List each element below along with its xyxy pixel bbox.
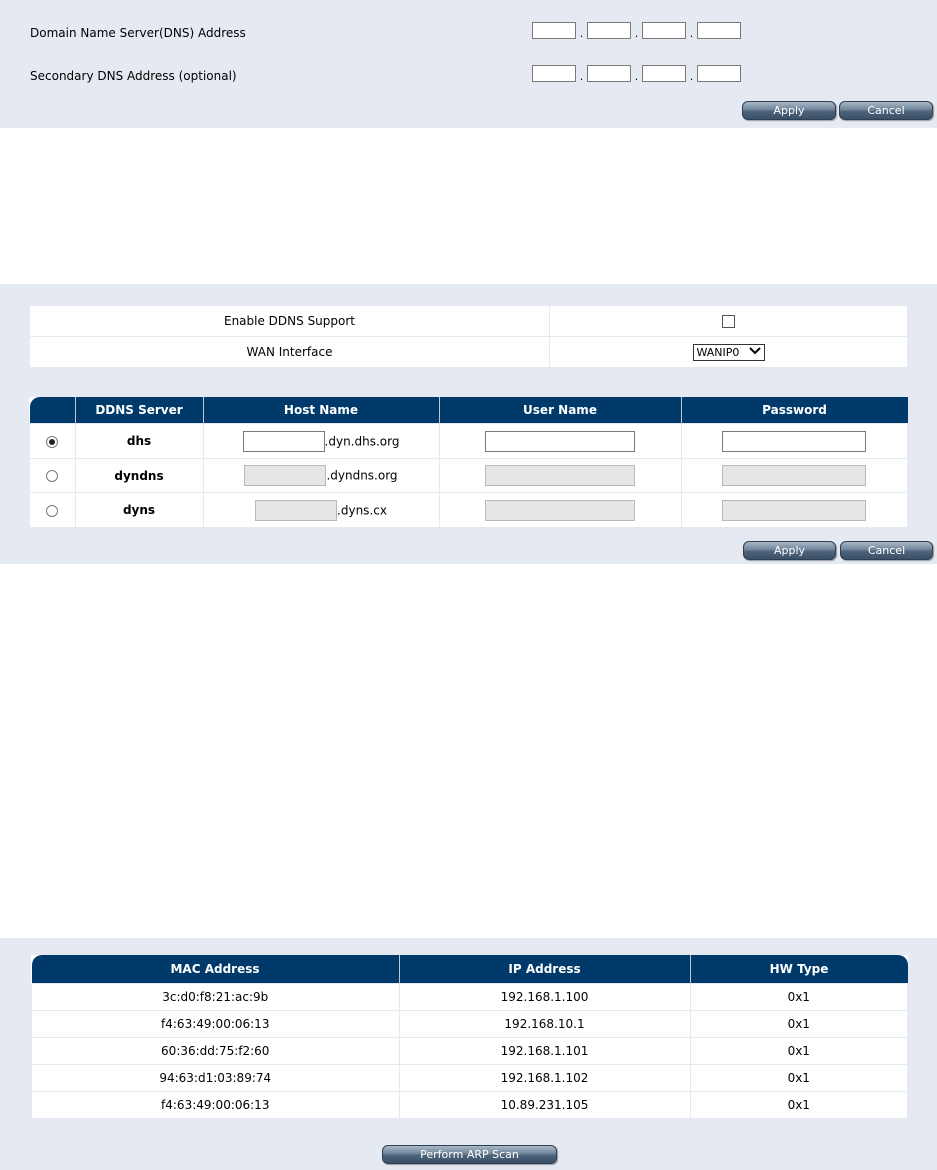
ddns-server-name: dhs	[75, 424, 203, 459]
dns-apply-button[interactable]: Apply	[742, 101, 836, 120]
arp-table-panel	[0, 938, 937, 1170]
select-cell	[30, 493, 76, 528]
ddns-table-header	[30, 397, 908, 424]
enable-ddns-checkbox[interactable]	[722, 315, 735, 328]
host-name-input[interactable]	[244, 465, 326, 486]
select-cell	[30, 424, 76, 459]
host-name-cell	[203, 424, 439, 459]
password-input[interactable]	[722, 465, 866, 486]
ip-separator: .	[689, 70, 694, 83]
hw-type-cell: 0x1	[690, 1065, 908, 1092]
mac-address-cell: 3c:d0:f8:21:ac:9b	[32, 984, 400, 1011]
hw-type-cell: 0x1	[690, 1011, 908, 1038]
enable-ddns-label: Enable DDNS Support	[30, 306, 550, 337]
ip-separator: .	[579, 27, 584, 40]
primary-dns-octet-1[interactable]	[532, 22, 576, 39]
arp-table-header	[32, 955, 908, 984]
ip-address-cell: 10.89.231.105	[399, 1092, 690, 1119]
ddns-row-dyns	[30, 493, 908, 528]
user-name-input[interactable]	[485, 500, 635, 521]
user-name-input[interactable]	[485, 431, 635, 452]
primary-dns-octet-3[interactable]	[642, 22, 686, 39]
select-column-header	[30, 397, 76, 424]
primary-dns-octet-2[interactable]	[587, 22, 631, 39]
ddns-server-radio-dyns[interactable]	[46, 505, 58, 517]
ddns-server-radio-dyndns[interactable]	[46, 470, 58, 482]
hw-type-cell: 0x1	[690, 1092, 908, 1119]
user-name-cell	[439, 493, 681, 528]
ddns-server-name: dyndns	[75, 459, 203, 493]
secondary-dns-octet-2[interactable]	[587, 65, 631, 82]
ddns-settings-panel	[0, 284, 937, 564]
ip-address-cell: 192.168.1.101	[399, 1038, 690, 1065]
ip-separator: .	[689, 27, 694, 40]
mac-address-cell: 60:36:dd:75:f2:60	[32, 1038, 400, 1065]
ddns-server-radio-dhs[interactable]	[46, 436, 58, 448]
column-header-user-name: User Name	[439, 397, 681, 424]
ip-address-cell: 192.168.10.1	[399, 1011, 690, 1038]
host-name-input[interactable]	[255, 500, 337, 521]
table-row	[32, 1065, 908, 1092]
password-cell	[681, 493, 908, 528]
ddns-server-table	[29, 397, 908, 528]
secondary-dns-octet-1[interactable]	[532, 65, 576, 82]
column-header-ddns-server: DDNS Server	[75, 397, 203, 424]
primary-dns-ip	[532, 22, 741, 39]
wan-interface-value: WANIP0	[696, 345, 740, 359]
table-row	[32, 1011, 908, 1038]
mac-address-cell: f4:63:49:00:06:13	[32, 1011, 400, 1038]
wan-interface-cell	[550, 337, 908, 368]
wan-interface-select[interactable]	[693, 344, 765, 361]
ddns-config-table	[29, 305, 908, 368]
user-name-cell	[439, 424, 681, 459]
user-name-cell	[439, 459, 681, 493]
host-name-input[interactable]	[243, 431, 325, 452]
primary-dns-row	[0, 22, 937, 46]
ip-separator: .	[579, 70, 584, 83]
ip-address-cell: 192.168.1.100	[399, 984, 690, 1011]
column-header-host-name: Host Name	[203, 397, 439, 424]
dns-cancel-button[interactable]: Cancel	[839, 101, 933, 120]
host-suffix: .dyn.dhs.org	[324, 434, 400, 448]
table-row	[32, 1038, 908, 1065]
column-header-mac-address: MAC Address	[32, 955, 400, 984]
secondary-dns-ip	[532, 65, 741, 82]
host-name-cell	[203, 459, 439, 493]
password-input[interactable]	[722, 431, 866, 452]
column-header-ip-address: IP Address	[399, 955, 690, 984]
ip-separator: .	[634, 70, 639, 83]
column-header-password: Password	[681, 397, 908, 424]
password-input[interactable]	[722, 500, 866, 521]
password-cell	[681, 424, 908, 459]
user-name-input[interactable]	[485, 465, 635, 486]
arp-table	[31, 955, 908, 1119]
secondary-dns-row	[0, 65, 937, 89]
column-header-hw-type: HW Type	[690, 955, 908, 984]
secondary-dns-octet-3[interactable]	[642, 65, 686, 82]
ddns-server-name: dyns	[75, 493, 203, 528]
password-cell	[681, 459, 908, 493]
mac-address-cell: f4:63:49:00:06:13	[32, 1092, 400, 1119]
secondary-dns-label: Secondary DNS Address (optional)	[30, 69, 237, 83]
ip-separator: .	[634, 27, 639, 40]
host-suffix: .dyns.cx	[337, 503, 387, 517]
table-row	[32, 1092, 908, 1119]
select-cell	[30, 459, 76, 493]
primary-dns-label: Domain Name Server(DNS) Address	[30, 26, 246, 40]
secondary-dns-octet-4[interactable]	[697, 65, 741, 82]
ddns-cancel-button[interactable]: Cancel	[840, 541, 933, 560]
ddns-row-dyndns	[30, 459, 908, 493]
wan-interface-row	[30, 337, 908, 368]
host-name-cell	[203, 493, 439, 528]
table-row	[32, 984, 908, 1011]
host-suffix: .dyndns.org	[326, 468, 398, 483]
primary-dns-octet-4[interactable]	[697, 22, 741, 39]
ip-address-cell: 192.168.1.102	[399, 1065, 690, 1092]
mac-address-cell: 94:63:d1:03:89:74	[32, 1065, 400, 1092]
wan-interface-label: WAN Interface	[30, 337, 550, 368]
hw-type-cell: 0x1	[690, 1038, 908, 1065]
perform-arp-scan-button[interactable]: Perform ARP Scan	[382, 1145, 557, 1164]
dns-settings-panel	[0, 0, 937, 128]
ddns-row-dhs	[30, 424, 908, 459]
enable-ddns-row	[30, 306, 908, 337]
ddns-apply-button[interactable]: Apply	[743, 541, 836, 560]
hw-type-cell: 0x1	[690, 984, 908, 1011]
chevron-down-icon	[749, 347, 761, 358]
enable-ddns-cell	[550, 306, 908, 337]
